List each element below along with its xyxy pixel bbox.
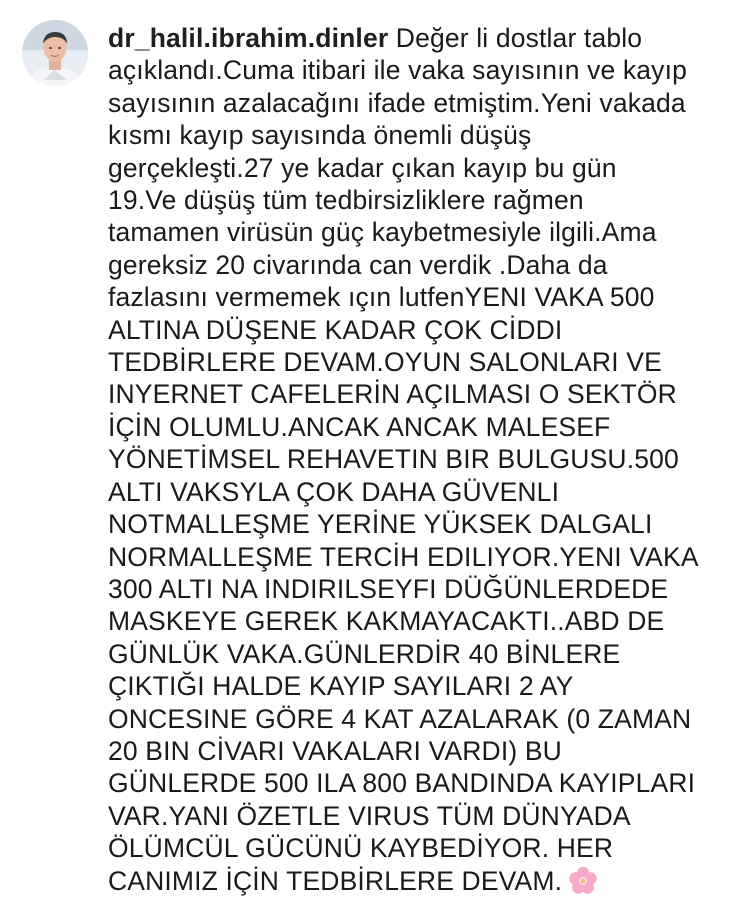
comment-line: ALTI VAKSYLA ÇOK DAHA GÜVENLI bbox=[108, 476, 560, 507]
comment-line: ÖLÜMCÜL GÜCÜNÜ KAYBEDİYOR. HER bbox=[108, 833, 614, 864]
cherry-blossom-icon bbox=[568, 866, 598, 903]
comment-line: gereksiz 20 civarında can verdik .Daha da bbox=[108, 249, 608, 280]
profile-photo-avatar bbox=[22, 20, 88, 86]
comment-line: YÖNETİMSEL REHAVETIN BIR BULGUSU.500 bbox=[108, 444, 679, 475]
comment-body bbox=[108, 54, 736, 864]
comment-line: GÜNLERDE 500 ILA 800 BANDINDA KAYIPLARI bbox=[108, 768, 696, 799]
comment-line: İÇİN OLUMLU.ANCAK ANCAK MALESEF bbox=[108, 411, 611, 442]
first-line-text: Değer li dostlar tablo bbox=[388, 23, 643, 53]
comment-line: tamamen virüsün güç kaybetmesiyle ilgili.Ama bbox=[108, 217, 657, 248]
last-line-text: CANIMIZ İÇİN TEDBİRLERE DEVAM. bbox=[108, 865, 563, 896]
comment-line: GÜNLÜK VAKA.GÜNLERDİR 40 BİNLERE bbox=[108, 638, 621, 669]
comment-line: MASKEYE GEREK KAKMAYACAKTI..ABD DE bbox=[108, 606, 665, 637]
username-link[interactable]: dr_halil.ibrahim.dinler bbox=[108, 23, 389, 53]
comment-line: 19.Ve düşüş tüm tedbirsizliklere rağmen bbox=[108, 185, 584, 216]
comment-line: INYERNET CAFELERİN AÇILMASI O SEKTÖR bbox=[108, 379, 677, 410]
comment-line: fazlasını vermemek ıçın lutfenYENI VAKA 500 bbox=[108, 282, 655, 313]
comment-line: 300 ALTI NA INDIRILSEYFI DÜĞÜNLERDEDE bbox=[108, 573, 669, 604]
comment-line: NOTMALLEŞME YERİNE YÜKSEK DALGALI bbox=[108, 509, 653, 540]
comment-line: gerçekleşti.27 ye kadar çıkan kayıp bu gün bbox=[108, 152, 617, 183]
comment-line: ONCESINE GÖRE 4 KAT AZALARAK (0 ZAMAN bbox=[108, 703, 692, 734]
comment-line: VAR.YANI ÖZETLE VIRUS TÜM DÜNYADA bbox=[108, 800, 631, 831]
comment-line: NORMALLEŞME TERCİH EDILIYOR.YENI VAKA bbox=[108, 541, 699, 572]
avatar[interactable] bbox=[22, 20, 88, 86]
first-line bbox=[108, 22, 736, 54]
comment-line: kısmı kayıp sayısında önemli düşüş bbox=[108, 120, 532, 151]
comment-text bbox=[108, 22, 736, 903]
comment-line: ALTINA DÜŞENE KADAR ÇOK CİDDI bbox=[108, 314, 563, 345]
comment-line: ÇIKTIĞI HALDE KAYIP SAYILARI 2 AY bbox=[108, 671, 574, 702]
comment-line: TEDBİRLERE DEVAM.OYUN SALONLARI VE bbox=[108, 347, 662, 378]
comment-line: açıklandı.Cuma itibari ile vaka sayısının ve kayıp bbox=[108, 55, 687, 86]
comment-line: 20 BIN CİVARI VAKALARI VARDI) BU bbox=[108, 735, 562, 766]
comment-line: sayısının azalacağını ifade etmiştim.Yeni vakada bbox=[108, 87, 686, 118]
last-line bbox=[108, 865, 736, 903]
